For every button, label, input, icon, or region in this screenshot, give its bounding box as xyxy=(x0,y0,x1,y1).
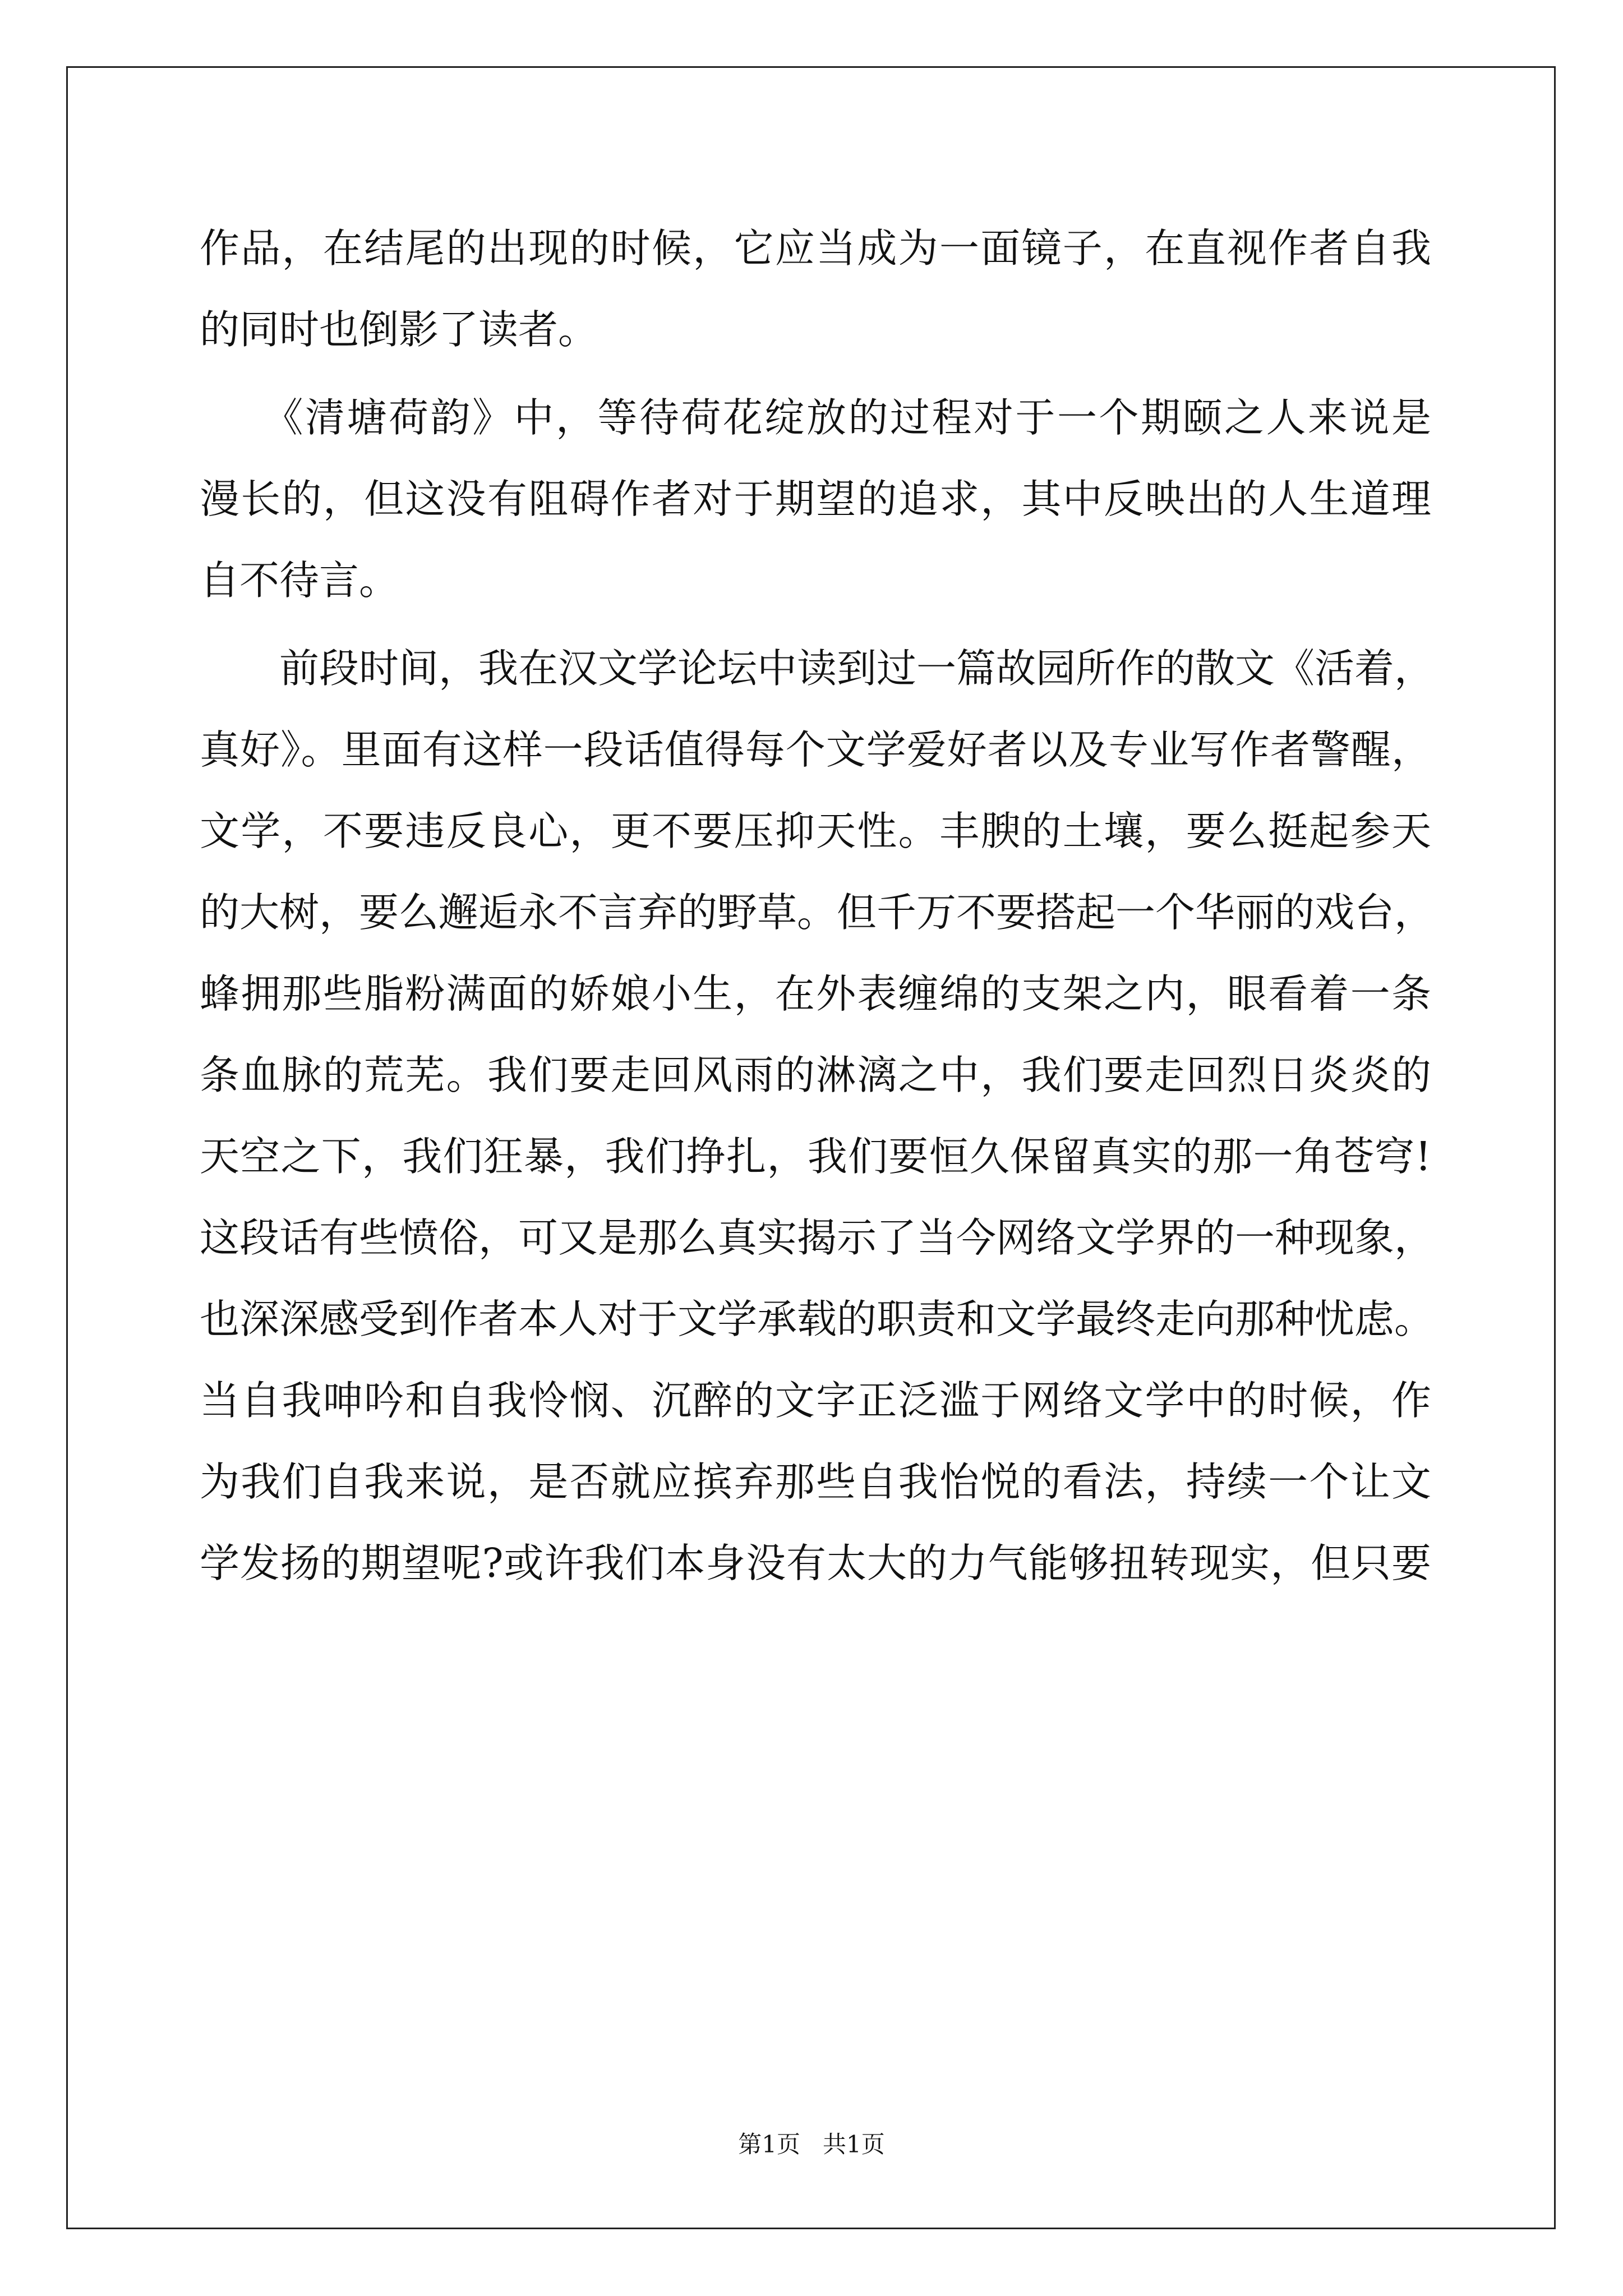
text-line: 天空之下，我们狂暴，我们挣扎，我们要恒久保留真实的那一角苍穹! xyxy=(200,1133,1431,1180)
text-line: 真好》。里面有这样一段话值得每个文学爱好者以及专业写作者警醒， xyxy=(200,726,1431,773)
text-line: 为我们自我来说，是否就应摈弃那些自我怡悦的看法，持续一个让文 xyxy=(200,1458,1431,1505)
text-line: 自不待言。 xyxy=(200,557,399,604)
text-line: 这段话有些愤俗，可又是那么真实揭示了当今网络文学界的一种现象， xyxy=(200,1214,1435,1261)
text-line: 学发扬的期望呢?或许我们本身没有太大的力气能够扭转现实，但只要 xyxy=(200,1540,1431,1586)
text-line: 也深深感受到作者本人对于文学承载的职责和文学最终走向那种忧虑。 xyxy=(200,1296,1435,1342)
document-body xyxy=(200,208,1435,1604)
page-total: 共1页 xyxy=(823,2131,885,2158)
page-footer xyxy=(0,2126,1623,2160)
page-number: 第1页 xyxy=(738,2131,800,2158)
text-line: 漫长的，但这没有阻碍作者对于期望的追求，其中反映出的人生道理 xyxy=(200,476,1431,522)
text-line: 蜂拥那些脂粉满面的娇娘小生，在外表缠绵的支架之内，眼看着一条 xyxy=(200,970,1431,1017)
text-line: 的同时也倒影了读者。 xyxy=(200,306,598,353)
text-line: 文学，不要违反良心，更不要压抑天性。丰腴的土壤，要么挺起参天 xyxy=(200,808,1431,854)
text-line: 前段时间，我在汉文学论坛中读到过一篇故园所作的散文《活着， xyxy=(200,645,1435,692)
text-line: 的大树，要么邂逅永不言弃的野草。但千万不要搭起一个华丽的戏台， xyxy=(200,889,1435,936)
text-line: 当自我呻吟和自我怜悯、沉醉的文字正泛滥于网络文学中的时候，作 xyxy=(200,1377,1431,1424)
text-line: 《清塘荷韵》中，等待荷花绽放的过程对于一个期颐之人来说是 xyxy=(200,394,1431,441)
text-line: 作品，在结尾的出现的时候，它应当成为一面镜子，在直视作者自我 xyxy=(200,225,1431,272)
text-line: 条血脉的荒芜。我们要走回风雨的淋漓之中，我们要走回烈日炎炎的 xyxy=(200,1052,1431,1098)
